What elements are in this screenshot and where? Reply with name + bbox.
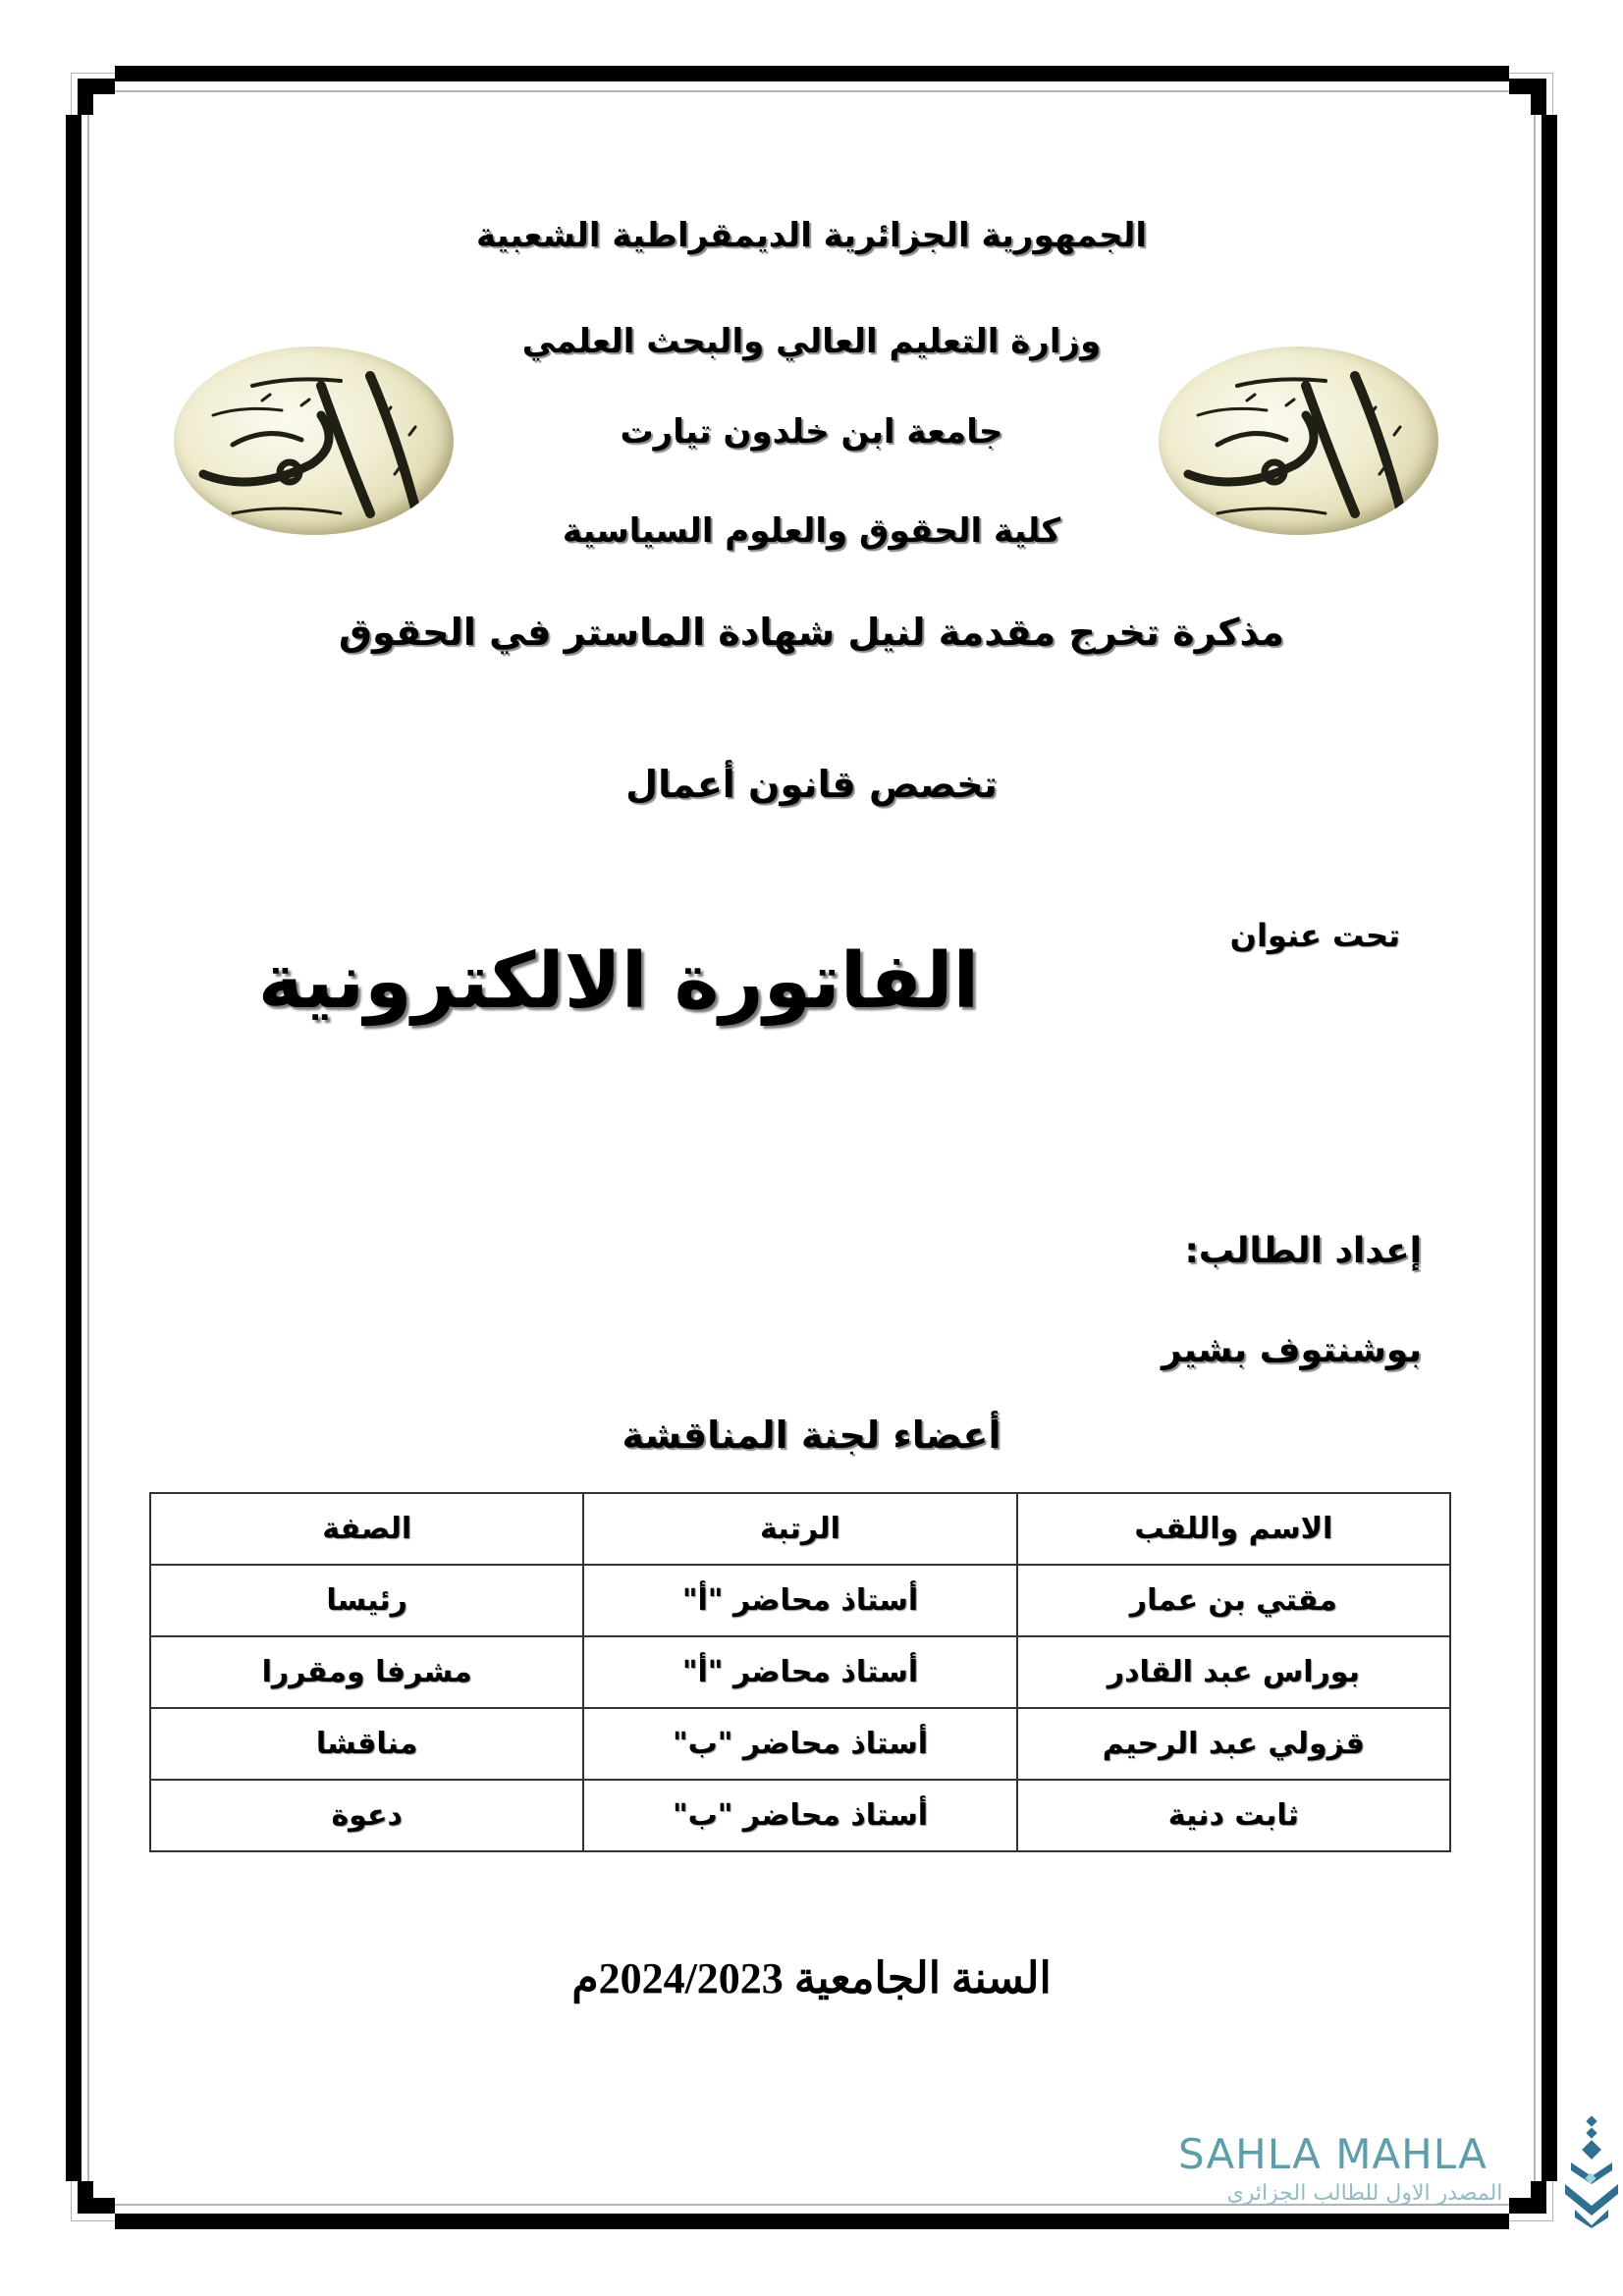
- sahla-mahla-watermark: [1178, 2130, 1623, 2228]
- student-name: بوشنتوف بشير: [1161, 1330, 1422, 1370]
- column-header-rank: الرتبة: [583, 1493, 1016, 1565]
- jury-member-role: مشرفا ومقررا: [150, 1636, 583, 1708]
- table-row: [150, 1565, 1450, 1636]
- table-row: [150, 1780, 1450, 1851]
- university-name: جامعة ابن خلدون تيارت: [620, 412, 1003, 452]
- university-logo-right: [1159, 347, 1438, 535]
- jury-member-rank: أستاذ محاضر "ب": [583, 1780, 1016, 1851]
- jury-member-role: رئيسا: [150, 1565, 583, 1636]
- jury-table: [149, 1492, 1451, 1852]
- specialty: تخصص قانون أعمال: [625, 763, 998, 806]
- academic-year: السنة الجامعية 2024/2023م: [571, 1954, 1052, 2002]
- faculty-name: كلية الحقوق والعلوم السياسية: [562, 511, 1061, 551]
- title-label: تحت عنوان: [1229, 917, 1400, 954]
- jury-heading: أعضاء لجنة المناقشة: [622, 1414, 1001, 1457]
- university-logo-left: [174, 347, 454, 535]
- jury-member-rank: أستاذ محاضر "أ": [583, 1565, 1016, 1636]
- thesis-title: الفاتورة الالكترونية: [257, 937, 980, 1026]
- jury-member-name: قزولي عبد الرحيم: [1017, 1708, 1450, 1780]
- jury-member-role: مناقشا: [150, 1708, 583, 1780]
- table-row: [150, 1708, 1450, 1780]
- jury-member-rank: أستاذ محاضر "أ": [583, 1636, 1016, 1708]
- column-header-name: الاسم واللقب: [1017, 1493, 1450, 1565]
- jury-member-name: بوراس عبد القادر: [1017, 1636, 1450, 1708]
- jury-member-name: ثابت دنية: [1017, 1780, 1450, 1851]
- column-header-role: الصفة: [150, 1493, 583, 1565]
- country-name: الجمهورية الجزائرية الديمقراطية الشعبية: [476, 216, 1147, 255]
- table-row: [150, 1636, 1450, 1708]
- table-header-row: [150, 1493, 1450, 1565]
- jury-member-role: دعوة: [150, 1780, 583, 1851]
- watermark-tagline: المصدر الاول للطالب الجزائري: [1226, 2181, 1503, 2206]
- jury-member-name: مقتي بن عمار: [1017, 1565, 1450, 1636]
- ibn-khaldoun-calligraphy-icon: [174, 347, 454, 535]
- memo-description: مذكرة تخرج مقدمة لنيل شهادة الماستر في الحقوق: [339, 611, 1284, 654]
- sahla-mahla-logo-icon: [1561, 2115, 1623, 2228]
- student-label: إعداد الطالب:: [1184, 1231, 1422, 1271]
- ibn-khaldoun-calligraphy-icon: [1159, 347, 1438, 535]
- ministry-name: وزارة التعليم العالي والبحث العلمي: [521, 322, 1102, 361]
- jury-member-rank: أستاذ محاضر "ب": [583, 1708, 1016, 1780]
- watermark-brand: SAHLA MAHLA: [1178, 2130, 1488, 2178]
